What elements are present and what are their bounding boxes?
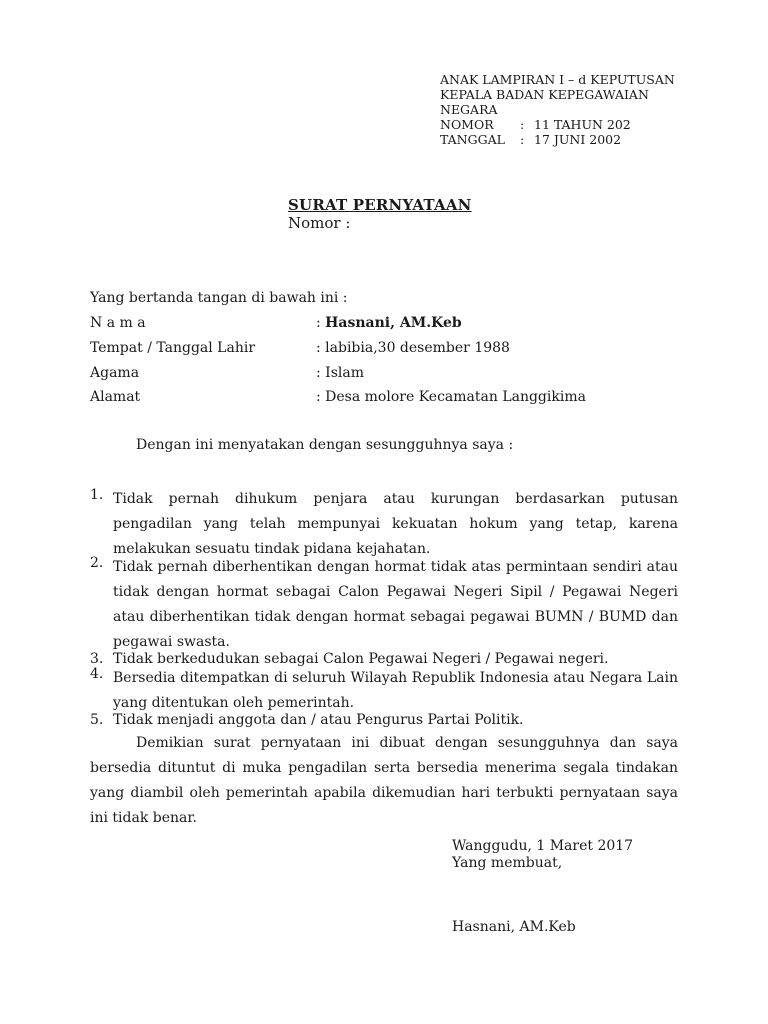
- list-item-text: Bersedia ditempatkan di seluruh Wilayah Republik Indonesia atau Negara Lain yang ditentukan oleh pemerintah.: [113, 670, 678, 711]
- signature-place-date: Wanggudu, 1 Maret 2017: [452, 838, 634, 854]
- header-tanggal-value: 17 JUNI 2002: [534, 132, 622, 147]
- field-row-agama: [90, 365, 364, 381]
- header-nomor-key: NOMOR: [440, 117, 494, 132]
- list-item-number: 5.: [90, 712, 104, 728]
- header-tanggal-key: TANGGAL: [440, 132, 505, 147]
- closing-paragraph: Demikian surat pernyataan ini dibuat dengan sesungguhnya dan saya bersedia dituntut di muka pengadilan serta bersedia menerima segala tindakan yang diambil oleh pemerintah apabila dikemudian hari terbukti pernyataan saya ini tidak benar.: [90, 735, 678, 826]
- list-item: [90, 487, 678, 562]
- statement-list: [90, 487, 678, 730]
- header-line-3: NEGARA: [440, 102, 498, 117]
- field-value-agama: : Islam: [316, 365, 364, 381]
- header-line-2: KEPALA BADAN KEPEGAWAIAN: [440, 87, 649, 102]
- field-value-nama: : Hasnani, AM.Keb: [316, 315, 462, 331]
- header-nomor-row: [440, 117, 675, 132]
- statement-text: Dengan ini menyatakan dengan sesungguhnya saya :: [136, 437, 514, 453]
- field-label-alamat: Alamat: [90, 389, 141, 405]
- header-nomor-value: 11 TAHUN 202: [534, 117, 631, 132]
- header-tanggal-colon: :: [520, 132, 525, 147]
- field-row-alamat: [90, 389, 586, 405]
- list-item: [90, 710, 678, 730]
- list-item-text: Tidak pernah dihukum penjara atau kurungan berdasarkan putusan pengadilan yang telah mempunyai kekuatan hokum yang tetap, karena melakukan sesuatu tindak pidana kejahatan.: [113, 491, 678, 557]
- field-row-ttl: [90, 340, 510, 356]
- attachment-header: [440, 72, 675, 147]
- header-tanggal-row: [440, 132, 675, 147]
- list-item: [90, 555, 678, 655]
- field-label-agama: Agama: [90, 365, 140, 381]
- list-item-text: Tidak menjadi anggota dan / atau Pengurus Partai Politik.: [113, 712, 524, 728]
- signature-made-by: Yang membuat,: [452, 855, 563, 871]
- header-line-1: ANAK LAMPIRAN I – d KEPUTUSAN: [440, 72, 675, 87]
- list-item-text: Tidak berkedudukan sebagai Calon Pegawai Negeri / Pegawai negeri.: [113, 651, 609, 667]
- intro-text: Yang bertanda tangan di bawah ini :: [90, 290, 348, 306]
- header-nomor-colon: :: [520, 117, 525, 132]
- list-item-number: 3.: [90, 651, 104, 667]
- document-number-line: Nomor :: [288, 214, 351, 232]
- signature-name: Hasnani, AM.Keb: [452, 919, 576, 935]
- list-item-text: Tidak pernah diberhentikan dengan hormat tidak atas permintaan sendiri atau tidak dengan hormat sebagai Calon Pegawai Negeri Sipil / Pegawai Negeri atau diberhentikan tidak dengan hormat sebagai pegawai BUMN / BUMD dan pegawai swasta.: [113, 559, 678, 650]
- field-label-nama: N a m a: [90, 315, 146, 331]
- field-row-nama: [90, 315, 462, 331]
- list-item-number: 1.: [90, 487, 104, 503]
- list-item: [90, 666, 678, 716]
- list-item-number: 4.: [90, 666, 104, 682]
- document-title: SURAT PERNYATAAN: [288, 196, 472, 214]
- field-label-ttl: Tempat / Tanggal Lahir: [90, 340, 256, 356]
- field-value-ttl: : labibia,30 desember 1988: [316, 340, 510, 356]
- list-item-number: 2.: [90, 555, 104, 571]
- field-value-alamat: : Desa molore Kecamatan Langgikima: [316, 389, 586, 405]
